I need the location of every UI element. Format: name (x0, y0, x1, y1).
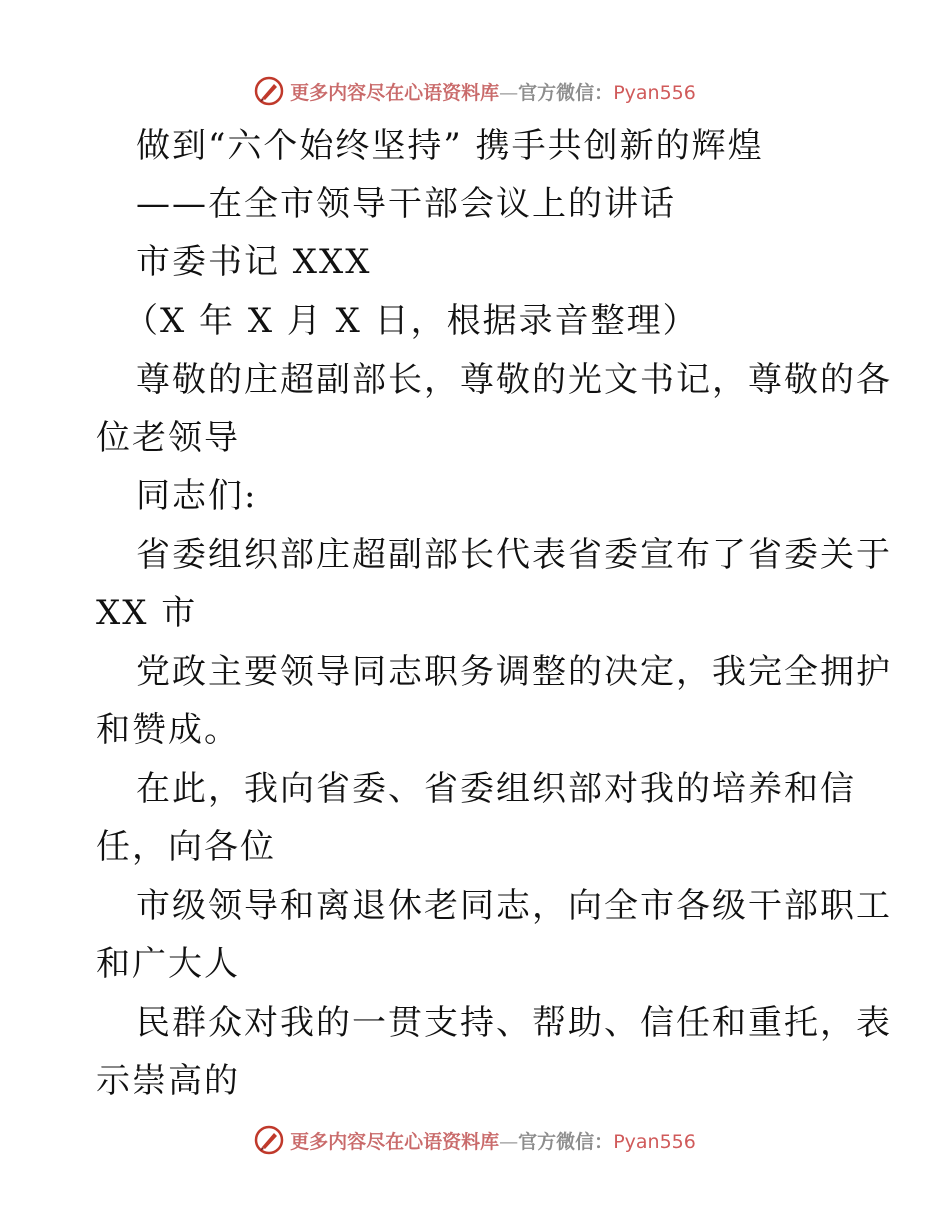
paragraph-line: 位老领导 (96, 418, 240, 458)
paragraph-line: 任，向各位 (96, 827, 276, 867)
paragraph-line: 市级领导和离退休老同志，向全市各级干部职工 (136, 886, 892, 926)
footer-banner (0, 1120, 950, 1160)
document-date-note: （X 年 X 月 X 日，根据录音整理） (124, 301, 699, 341)
document-title: 做到“六个始终坚持” 携手共创新的辉煌 (136, 126, 764, 166)
paragraph-line: 党政主要领导同志职务调整的决定，我完全拥护 (136, 652, 892, 692)
document-author: 市委书记 XXX (136, 242, 372, 282)
paragraph-line: 同志们: (136, 476, 258, 516)
banner-text: 更多内容尽在心语资料库—官方微信：Pyan556 (290, 1130, 696, 1153)
paragraph-line: 尊敬的庄超副部长，尊敬的光文书记，尊敬的各 (136, 360, 892, 400)
document-subtitle: ——在全市领导干部会议上的讲话 (136, 184, 676, 224)
paragraph-line: 省委组织部庄超副部长代表省委宣布了省委关于 (136, 535, 892, 575)
banner-text: 更多内容尽在心语资料库—官方微信：Pyan556 (290, 81, 696, 104)
paragraph-line: 和广大人 (96, 944, 240, 984)
pen-logo-icon (254, 76, 284, 106)
header-banner (0, 71, 950, 111)
paragraph-line: XX 市 (96, 593, 198, 633)
paragraph-line: 民群众对我的一贯支持、帮助、信任和重托，表 (136, 1003, 892, 1043)
pen-logo-icon (254, 1125, 284, 1155)
paragraph-line: 在此，我向省委、省委组织部对我的培养和信 (136, 769, 856, 809)
paragraph-line: 示崇高的 (96, 1061, 240, 1101)
paragraph-line: 和赞成。 (96, 710, 240, 750)
